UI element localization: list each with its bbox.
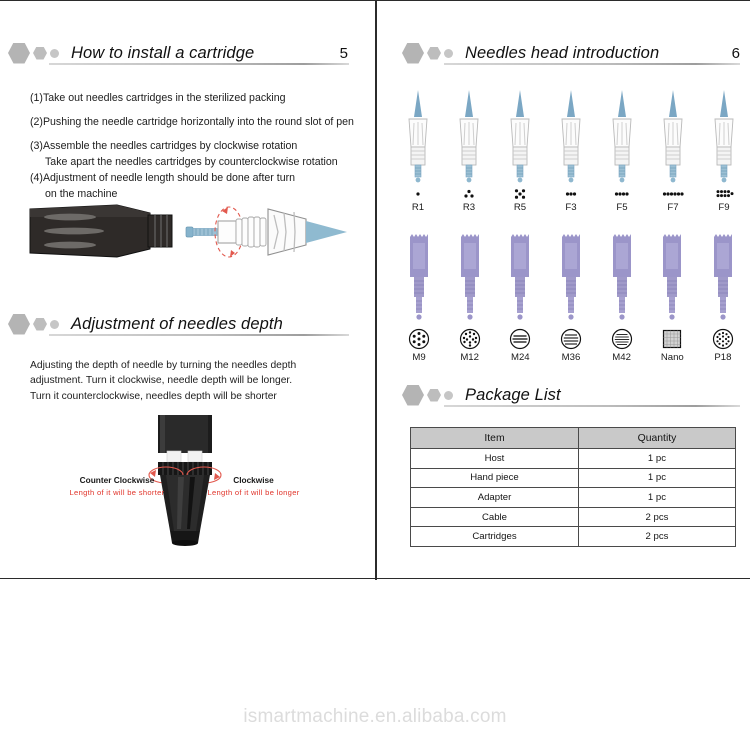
needle-label: F7	[667, 202, 679, 213]
needle-item	[708, 87, 740, 213]
needle-label: Nano	[660, 352, 684, 363]
needle-label: M36	[561, 352, 581, 363]
needle-pattern-icon	[560, 328, 582, 350]
depth-line-2: adjustment. Turn it clockwise, needle depth will be longer.	[30, 375, 293, 387]
hexagon-bullets	[8, 314, 59, 335]
needle-pattern-icon	[505, 187, 535, 200]
needle-item	[402, 231, 436, 363]
cell-quantity: 1 pc	[579, 449, 736, 469]
pen-assembly-diagram	[22, 197, 352, 292]
needle-pattern-icon	[454, 187, 484, 200]
section-title: Needles head introduction	[465, 43, 660, 62]
hexagon-bullets	[402, 385, 453, 406]
needle-label: F9	[718, 202, 730, 213]
needle-label: M24	[510, 352, 530, 363]
needle-cartridge-purple-icon	[706, 231, 740, 328]
left-panel	[0, 1, 375, 580]
needle-item	[453, 231, 487, 363]
needle-item	[606, 87, 638, 213]
needle-pattern-icon	[611, 328, 633, 350]
install-step-3: (3)Assemble the needles cartridges by clockwise rotation	[30, 140, 298, 153]
install-step-2: (2)Pushing the needle cartridge horizontally into the round slot of pen	[30, 116, 354, 129]
needle-pattern-icon	[658, 187, 688, 200]
needle-cartridge-blue-icon	[402, 87, 434, 187]
needle-label: R5	[513, 202, 527, 213]
needle-label: R3	[462, 202, 476, 213]
section-title: How to install a cartridge	[71, 43, 255, 62]
cell-item: Adapter	[411, 488, 579, 508]
hexagon-bullets	[8, 43, 59, 64]
install-step-3-sub: Take apart the needles cartridges by counterclockwise rotation	[45, 156, 338, 169]
hexagon-medium-icon	[33, 318, 47, 331]
hexagon-bullets	[402, 43, 453, 64]
dot-small-icon	[50, 49, 59, 58]
needle-label: M42	[612, 352, 631, 363]
hexagon-large-icon	[8, 43, 30, 64]
needle-item	[453, 87, 485, 213]
heading-underline	[49, 63, 349, 65]
needle-label: F5	[616, 202, 628, 213]
table-row	[411, 507, 736, 527]
needle-item	[657, 87, 689, 213]
hexagon-medium-icon	[427, 47, 441, 60]
page-number: 5	[339, 44, 348, 62]
hexagon-large-icon	[402, 43, 424, 64]
clockwise-label-group	[196, 474, 311, 499]
cell-item: Host	[411, 449, 579, 469]
needle-cartridge-purple-icon	[453, 231, 487, 328]
column-header-quantity: Quantity	[579, 428, 736, 449]
needle-item	[706, 231, 740, 363]
clockwise-note: Length of it will be longer	[207, 487, 300, 497]
dot-small-icon	[444, 391, 453, 400]
needle-pattern-icon	[607, 187, 637, 200]
install-step-1: (1)Take out needles cartridges in the sterilized packing	[30, 92, 286, 104]
needle-item	[504, 87, 536, 213]
needle-cartridge-blue-icon	[453, 87, 485, 187]
needle-cartridge-blue-icon	[504, 87, 536, 187]
cell-item: Cable	[411, 507, 579, 527]
needle-pattern-icon	[661, 328, 683, 350]
needle-cartridge-purple-icon	[605, 231, 639, 328]
table-row	[411, 468, 736, 488]
needle-label: P18	[714, 352, 732, 363]
needle-cartridge-blue-icon	[606, 87, 638, 187]
table-row	[411, 527, 736, 547]
cell-item: Hand piece	[411, 468, 579, 488]
pen-cartridge-illustration	[22, 197, 352, 297]
hexagon-medium-icon	[33, 47, 47, 60]
needle-cartridge-purple-icon	[402, 231, 436, 328]
needle-label: M9	[412, 352, 426, 363]
table-header-row	[411, 428, 736, 449]
needle-item	[554, 231, 588, 363]
install-steps	[30, 91, 360, 202]
hexagon-large-icon	[8, 314, 30, 335]
needle-row-round-flat	[402, 87, 740, 213]
depth-line-1: Adjusting the depth of needle by turning the needles depth	[30, 360, 297, 371]
needle-cartridge-purple-icon	[655, 231, 689, 328]
hexagon-large-icon	[402, 385, 424, 406]
cell-quantity: 1 pc	[579, 488, 736, 508]
needle-cartridge-purple-icon	[554, 231, 588, 328]
section-title: Package List	[465, 385, 561, 404]
needle-item	[402, 87, 434, 213]
column-header-item: Item	[411, 428, 579, 449]
needle-cartridge-blue-icon	[555, 87, 587, 187]
cell-quantity: 1 pc	[579, 468, 736, 488]
needle-cartridge-blue-icon	[657, 87, 689, 187]
needle-pattern-icon	[509, 328, 531, 350]
needle-pattern-icon	[556, 187, 586, 200]
needle-pattern-icon	[408, 328, 430, 350]
needle-pattern-icon	[709, 187, 739, 200]
needle-cartridge-blue-icon	[708, 87, 740, 187]
needle-pattern-icon	[712, 328, 734, 350]
install-step-4-sub: on the machine	[45, 188, 118, 201]
needle-label: R1	[411, 202, 425, 213]
counter-clockwise-label-group	[62, 474, 172, 499]
cell-quantity: 2 pcs	[579, 527, 736, 547]
dot-small-icon	[50, 320, 59, 329]
clockwise-title: Clockwise	[233, 475, 274, 485]
needle-item	[555, 87, 587, 213]
watermark-text: ismartmachine.en.alibaba.com	[243, 706, 507, 727]
needle-pattern-icon	[403, 187, 433, 200]
needle-item	[503, 231, 537, 363]
section-title: Adjustment of needles depth	[71, 314, 283, 333]
needle-label: F3	[565, 202, 577, 213]
heading-underline	[444, 405, 740, 407]
heading-underline	[49, 334, 349, 336]
needle-depth-paragraph	[30, 358, 360, 404]
dot-small-icon	[444, 49, 453, 58]
needle-cartridge-purple-icon	[503, 231, 537, 328]
needle-pattern-icon	[459, 328, 481, 350]
depth-line-3: Turn it counterclockwise, needles depth will be shorter	[30, 390, 277, 402]
heading-underline	[444, 63, 740, 65]
package-list-table	[410, 427, 736, 547]
right-panel	[376, 1, 750, 580]
cell-item: Cartridges	[411, 527, 579, 547]
cell-quantity: 2 pcs	[579, 507, 736, 527]
hexagon-medium-icon	[427, 389, 441, 402]
counter-clockwise-title: Counter Clockwise	[79, 475, 155, 485]
install-step-4: (4)Adjustment of needle length should be done after turn	[30, 172, 296, 185]
needle-label: M12	[460, 352, 479, 363]
page-number: 6	[731, 44, 740, 62]
table-row	[411, 449, 736, 469]
counter-clockwise-note: Length of it will be shorter	[69, 487, 165, 497]
needle-row-micro	[402, 231, 740, 363]
needle-item	[655, 231, 689, 363]
table-row	[411, 488, 736, 508]
needle-item	[605, 231, 639, 363]
